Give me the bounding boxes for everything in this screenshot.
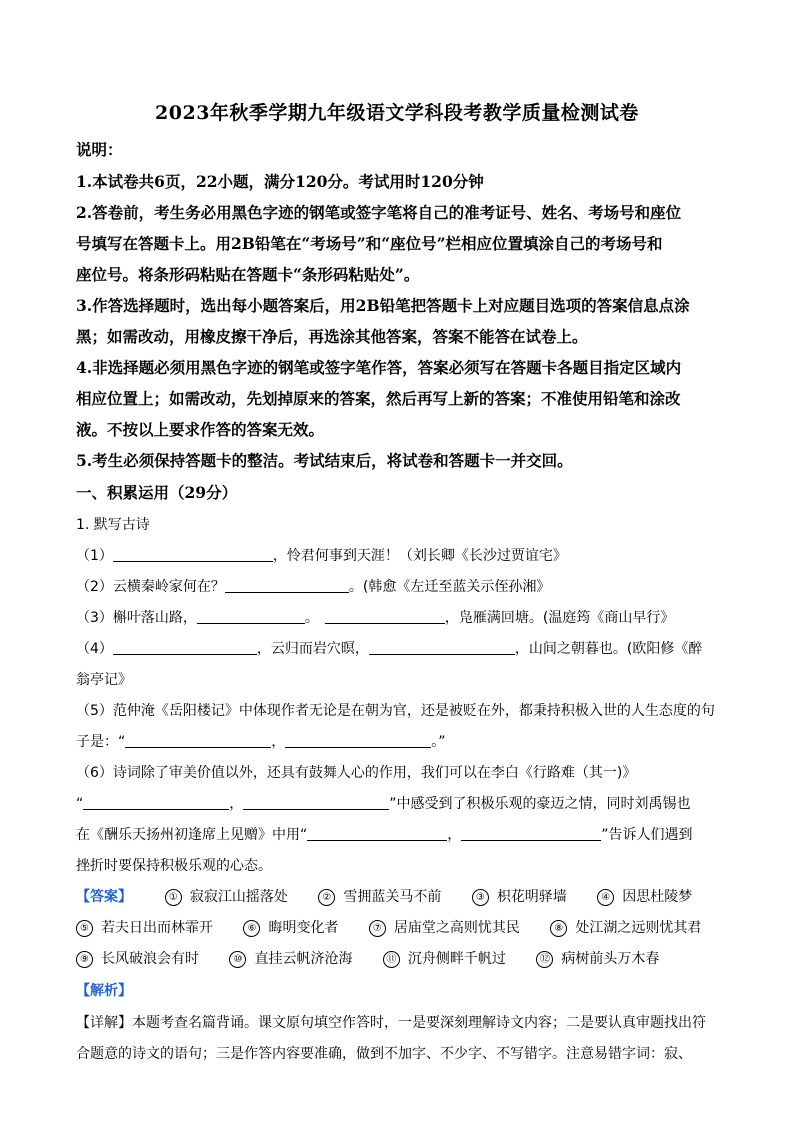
q-text: ，云归而岩穴暝，: [256, 641, 369, 657]
answer-text: 居庙堂之高则忧其民: [393, 920, 520, 936]
q-text: （4）: [76, 641, 113, 657]
question-line-3: [76, 607, 674, 627]
answer-number: ④: [597, 889, 614, 906]
answer-blank[interactable]: [83, 795, 229, 810]
answer-item: [318, 886, 441, 906]
section-heading: 一、积累运用（29分）: [76, 483, 238, 502]
answer-row: [76, 917, 701, 937]
analysis-label: [76, 980, 132, 1000]
question-line-2: [76, 576, 550, 596]
answer-number: ②: [318, 889, 335, 906]
answer-item: [536, 948, 659, 968]
q-text: “: [76, 796, 84, 812]
answer-item: [369, 917, 520, 937]
instruction-line: 座位号。将条形码粘贴在答题卡“条形码粘贴处”。: [76, 265, 420, 284]
answer-blank[interactable]: [197, 609, 305, 624]
answer-blank[interactable]: [113, 640, 257, 655]
notice-heading: 说明：: [76, 140, 123, 159]
answer-blank[interactable]: [461, 826, 601, 841]
answer-item: [76, 948, 199, 968]
q-text: （2）云横秦岭家何在？: [76, 579, 225, 595]
answer-blank[interactable]: [113, 547, 273, 562]
answer-number: ⑧: [550, 920, 567, 937]
question-heading: 1. 默写古诗: [76, 517, 150, 533]
instruction-line: 相应位置上；如需改动，先划掉原来的答案，然后再写上新的答案；不准使用铅笔和涂改: [76, 389, 681, 408]
question-line-5: （5）范仲淹《岳阳楼记》中体现作者无论是在朝为官，还是被贬在外，都秉持积极入世的人生态度的句: [76, 703, 715, 719]
answer-blank[interactable]: [285, 733, 431, 748]
answer-number: ⑩: [229, 951, 246, 968]
q-text: ，: [447, 827, 462, 843]
question-line-4-cont: 翁亭记》: [76, 672, 132, 688]
q-text: ，怜君何事到天涯！（刘长卿《长沙过贾谊宅》: [272, 548, 567, 564]
question-line-4: [76, 638, 702, 658]
answer-text: 寂寂江山摇落处: [189, 889, 288, 905]
answer-text: 晦明变化者: [268, 920, 339, 936]
q-text: 。”: [431, 734, 446, 750]
q-text: ，: [229, 796, 244, 812]
question-line-6-blanks: [76, 793, 691, 813]
answer-number: ⑪: [383, 951, 400, 968]
instruction-line: 4.非选择题必须用黑色字迹的钢笔或签字笔作答，答案必须写在答题卡各题目指定区域内: [76, 358, 682, 377]
answer-blank[interactable]: [243, 795, 389, 810]
question-line-6-end: 挫折时要保持积极乐观的心态。: [76, 858, 272, 874]
q-text: ，凫雁满回塘。(温庭筠《商山早行》: [444, 610, 675, 626]
q-text: ，: [271, 734, 286, 750]
answer-item: [243, 917, 338, 937]
answer-text: 因思杜陵梦: [622, 889, 693, 905]
analysis-line: 合题意的诗文的语句；三是作答内容要准确，做到不加字、不少字、不写错字。注意易错字词：寂、: [76, 1046, 692, 1062]
answer-number: ⑨: [76, 951, 93, 968]
answer-number: ⑥: [243, 920, 260, 937]
answer-text: 沉舟侧畔千帆过: [407, 951, 506, 967]
exam-title: 2023年秋季学期九年级语文学科段考教学质量检测试卷: [155, 102, 639, 124]
answer-text: 枳花明驿墙: [496, 889, 567, 905]
instruction-line: 液。不按以上要求作答的答案无效。: [76, 420, 325, 439]
question-line-1: [76, 545, 567, 565]
answer-number: ⑤: [76, 920, 93, 937]
question-line-6: （6）诗词除了审美价值以外，还具有鼓舞人心的作用，我们可以在李白《行路难（其一)》: [76, 765, 637, 781]
question-line-6-blanks-2: [76, 824, 693, 844]
analysis-line: 【详解】本题考查名篇背诵。课文原句填空作答时，一是要深刻理解诗文内容；二是要认真审题找出符: [76, 1015, 706, 1031]
answer-item: [76, 917, 213, 937]
instruction-line: 2.答卷前，考生务必用黑色字迹的钢笔或签字笔将自己的准考证号、姓名、考场号和座位: [76, 203, 682, 222]
answer-blank[interactable]: [307, 826, 447, 841]
answer-item: [472, 886, 567, 906]
question-line-5-blanks: [76, 731, 446, 751]
answer-number: ⑦: [369, 920, 386, 937]
analysis-label-text: 【解析】: [76, 983, 132, 999]
q-text: （3）槲叶落山路，: [76, 610, 197, 626]
instruction-line: 5.考生必须保持答题卡的整洁。考试结束后，将试卷和答题卡一并交回。: [76, 451, 573, 470]
q-text: ”中感受到了积极乐观的豪迈之情，同时刘禹锡也: [389, 796, 691, 812]
answer-blank[interactable]: [369, 640, 515, 655]
answer-number: ③: [472, 889, 489, 906]
answer-item: [383, 948, 506, 968]
answer-blank[interactable]: [225, 578, 349, 593]
q-text: ”告诉人们遇到: [601, 827, 693, 843]
answer-label: 【答案】: [76, 889, 132, 905]
answer-row: [76, 886, 692, 906]
answer-blank[interactable]: [325, 609, 445, 624]
answer-number: ⑫: [536, 951, 553, 968]
answer-item: [165, 886, 288, 906]
q-text: ，山间之朝暮也。(欧阳修《醉: [514, 641, 703, 657]
q-text: 在《酬乐天扬州初逢席上见赠》中用“: [76, 827, 308, 843]
answer-text: 处江湖之远则忧其君: [575, 920, 702, 936]
q-text: （1）: [76, 548, 113, 564]
instruction-line: 号填写在答题卡上。用2B铅笔在“考场号”和“座位号”栏相应位置填涂自己的考场号和: [76, 234, 663, 253]
answer-text: 若夫日出而林霏开: [101, 920, 213, 936]
answer-item: [229, 948, 352, 968]
q-text: 。: [304, 610, 319, 626]
answer-item: [597, 886, 692, 906]
answer-row: [76, 948, 659, 968]
instruction-line: 3.作答选择题时，选出每小题答案后，用2B铅笔把答题卡上对应题目选项的答案信息点涂: [76, 296, 690, 315]
instruction-line: 1.本试卷共6页，22小题，满分120分。考试用时120分钟: [76, 172, 484, 191]
q-text: 子是：“: [76, 734, 126, 750]
answer-text: 长风破浪会有时: [101, 951, 199, 967]
answer-text: 病树前头万木春: [561, 951, 660, 967]
q-text: 。(韩愈《左迁至蓝关示侄孙湘》: [348, 579, 551, 595]
instruction-line: 黑；如需改动，用橡皮擦干净后，再选涂其他答案，答案不能答在试卷上。: [76, 327, 588, 346]
answer-text: 雪拥蓝关马不前: [343, 889, 442, 905]
answer-item: [550, 917, 701, 937]
answer-text: 直挂云帆济沧海: [254, 951, 353, 967]
answer-blank[interactable]: [125, 733, 271, 748]
answer-number: ①: [165, 889, 182, 906]
